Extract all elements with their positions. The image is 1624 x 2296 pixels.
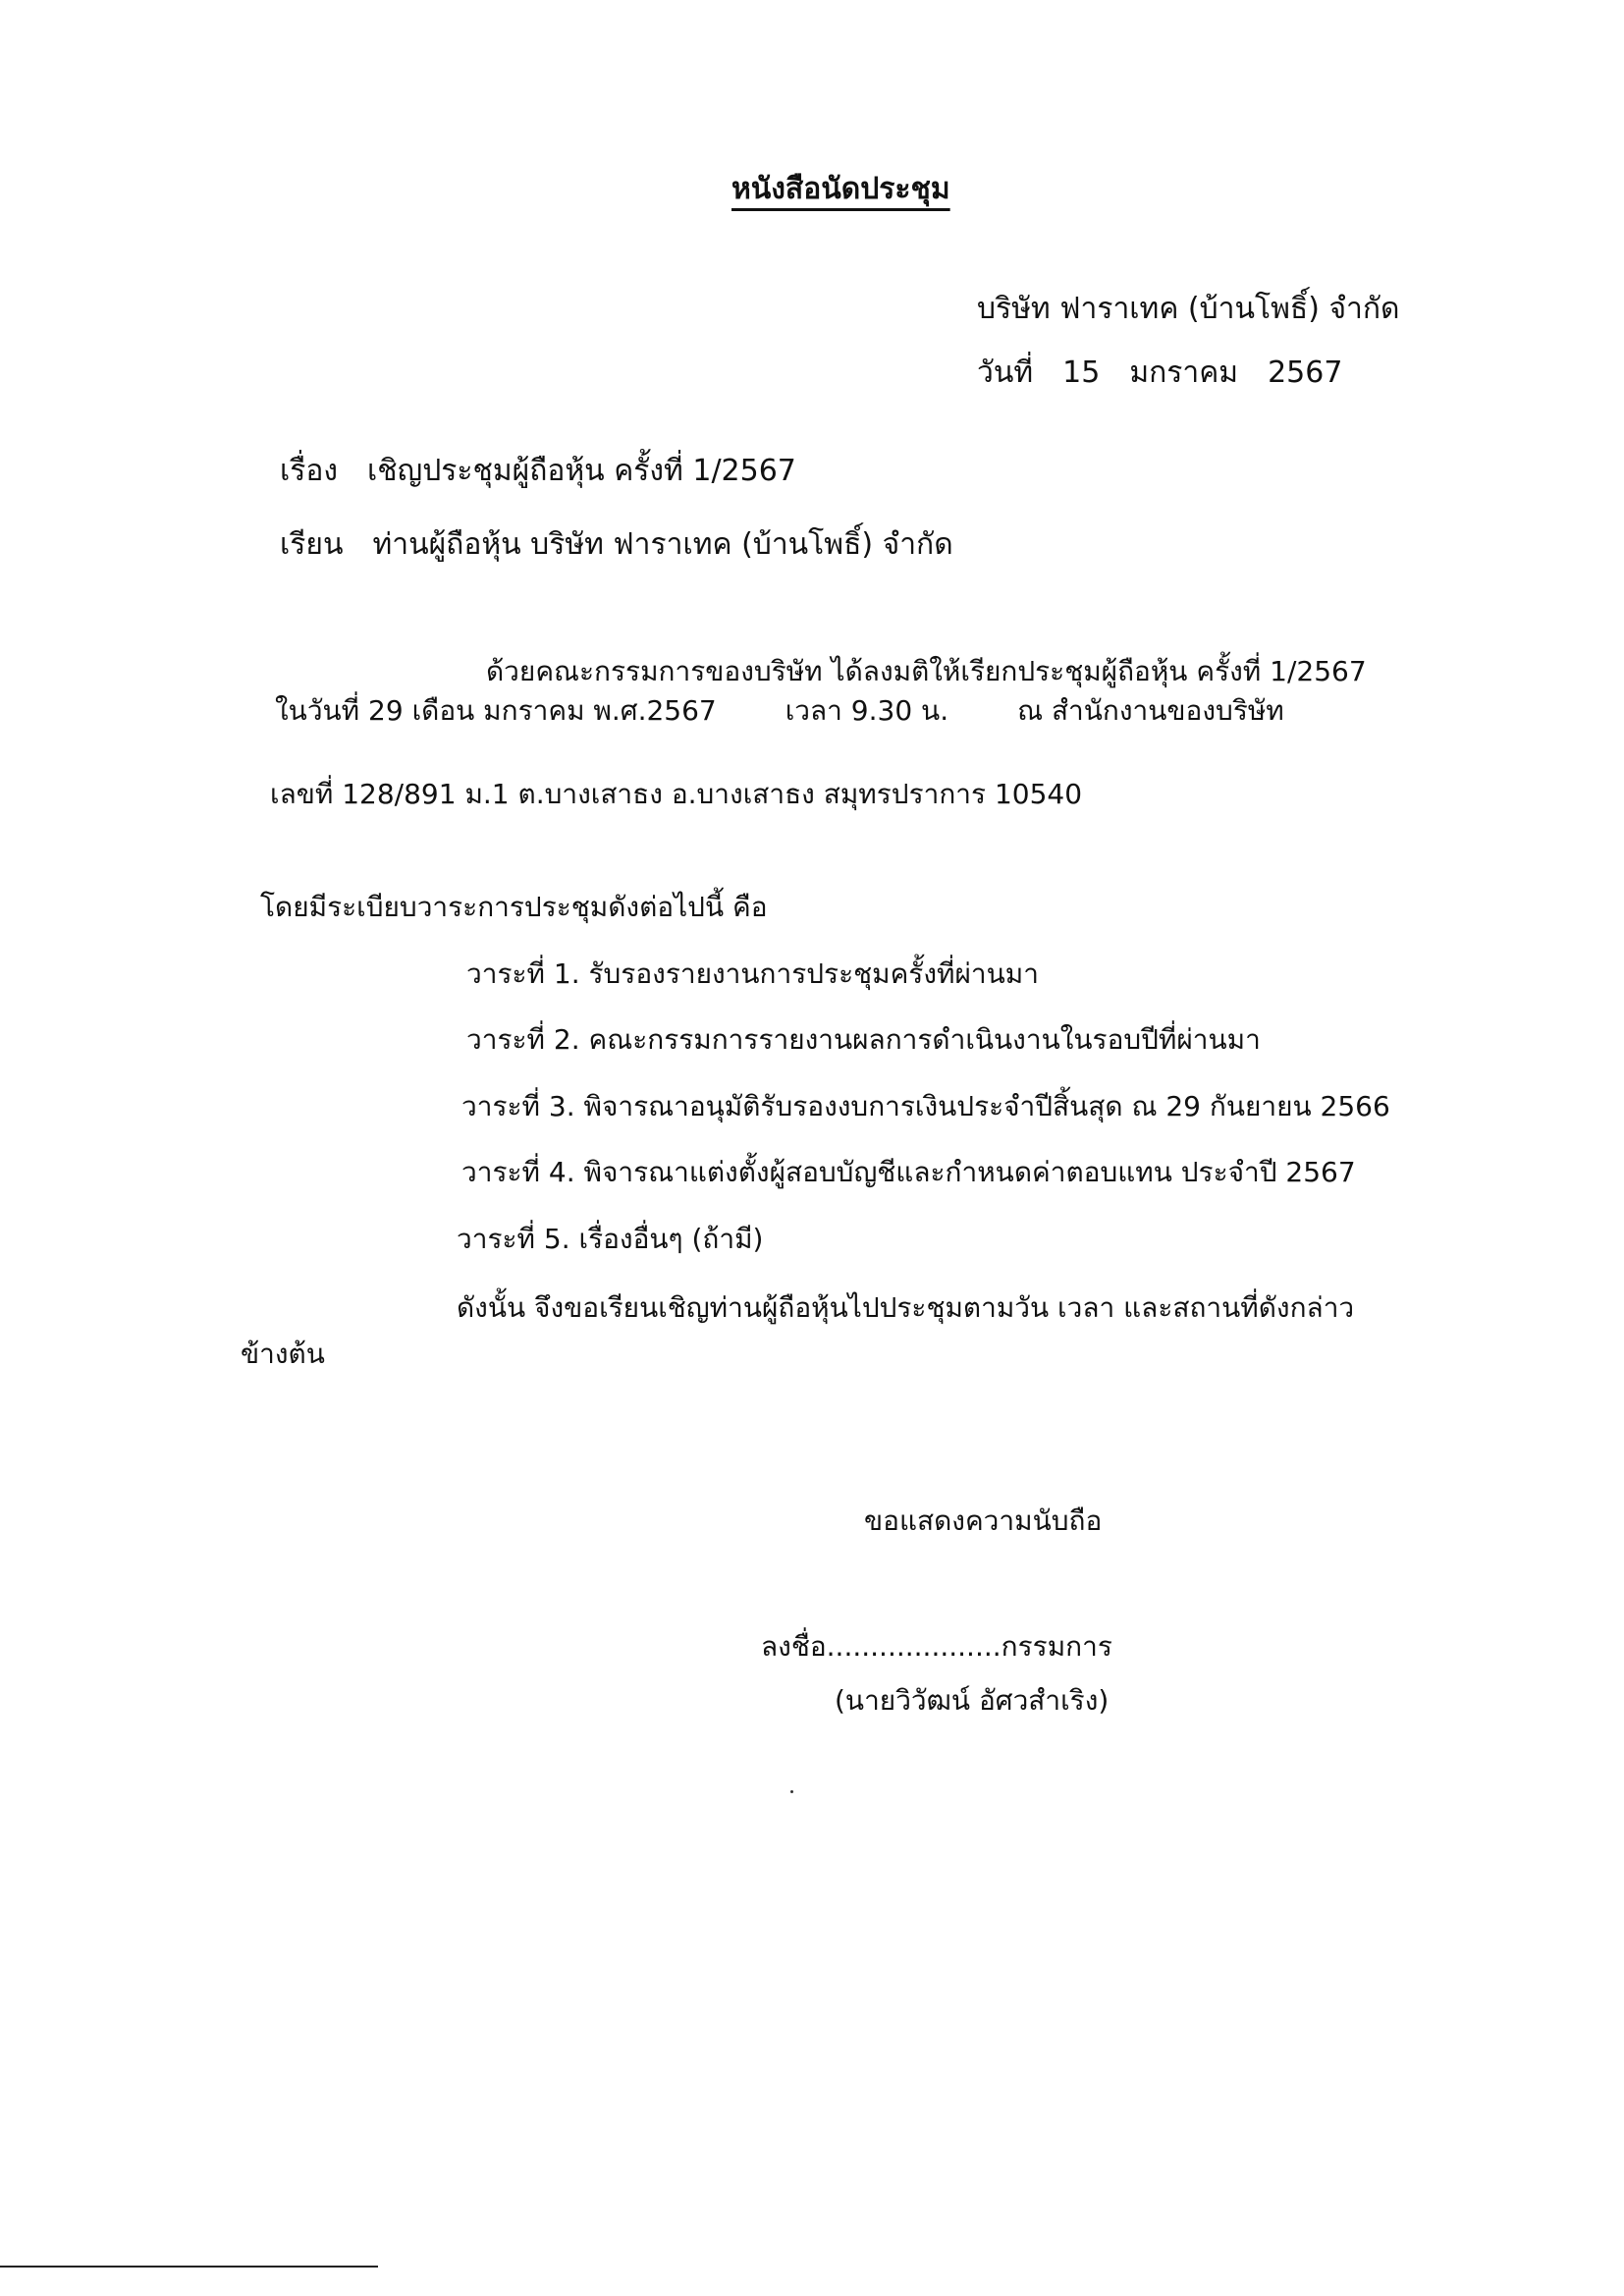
closing-line-2: ข้างต้น (241, 1338, 325, 1370)
body-paragraph-line-2 (275, 694, 1284, 727)
agenda-item: วาระที่ 1. รับรองรายงานการประชุมครั้งที่ผ่านมา (466, 957, 1039, 990)
agenda-item: วาระที่ 2. คณะกรรมการรายงานผลการดำเนินงานในรอบปีที่ผ่านมา (466, 1023, 1261, 1056)
recipient-line (280, 527, 953, 562)
date-month: มกราคม (1129, 355, 1239, 390)
meeting-date: ในวันที่ 29 เดือน มกราคม พ.ศ.2567 (275, 694, 717, 727)
company-name-header: บริษัท ฟาราเทค (บ้านโพธิ์) จำกัด (977, 292, 1400, 326)
subject-label: เรื่อง (280, 454, 339, 488)
meeting-time: เวลา 9.30 น. (785, 694, 949, 727)
signature-line: ลงชื่อ....................กรรมการ (761, 1630, 1112, 1663)
agenda-item: วาระที่ 3. พิจารณาอนุมัติรับรองงบการเงินประจำปีสิ้นสุด ณ 29 กันยายน 2566 (461, 1090, 1390, 1122)
signatory-name: (นายวิวัฒน์ อัศวสำเริง) (835, 1684, 1110, 1717)
body-paragraph-line-1: ด้วยคณะกรรมการของบริษัท ได้ลงมติให้เรียกประชุมผู้ถือหุ้น ครั้งที่ 1/2567 (486, 655, 1367, 687)
date-label: วันที่ (977, 355, 1034, 390)
regards: ขอแสดงความนับถือ (864, 1504, 1103, 1537)
subject-line (280, 454, 796, 488)
closing-line-1: ดังนั้น จึงขอเรียนเชิญท่านผู้ถือหุ้นไปประชุมตามวัน เวลา และสถานที่ดังกล่าว (457, 1291, 1355, 1324)
date-day: 15 (1062, 355, 1101, 390)
date-year: 2567 (1268, 355, 1343, 390)
agenda-item: วาระที่ 5. เรื่องอื่นๆ (ถ้ามี) (457, 1223, 764, 1255)
meeting-place: ณ สำนักงานของบริษัท (1017, 694, 1284, 727)
stray-mark (790, 1790, 793, 1793)
agenda-intro: โดยมีระเบียบวาระการประชุมดังต่อไปนี้ คือ (260, 891, 768, 923)
agenda-item: วาระที่ 4. พิจารณาแต่งตั้งผู้สอบบัญชีและกำหนดค่าตอบแทน ประจำปี 2567 (461, 1156, 1356, 1188)
recipient-text: ท่านผู้ถือหุ้น บริษัท ฟาราเทค (บ้านโพธิ์) จำกัด (372, 527, 953, 562)
recipient-label: เรียน (280, 527, 344, 562)
body-paragraph-line-3: เลขที่ 128/891 ม.1 ต.บางเสาธง อ.บางเสาธง สมุทรปราการ 10540 (270, 778, 1083, 810)
footer-rule (0, 2266, 378, 2268)
document-date (977, 355, 1343, 390)
subject-text: เชิญประชุมผู้ถือหุ้น ครั้งที่ 1/2567 (367, 454, 796, 488)
document-title: หนังสือนัดประชุม (731, 172, 950, 206)
